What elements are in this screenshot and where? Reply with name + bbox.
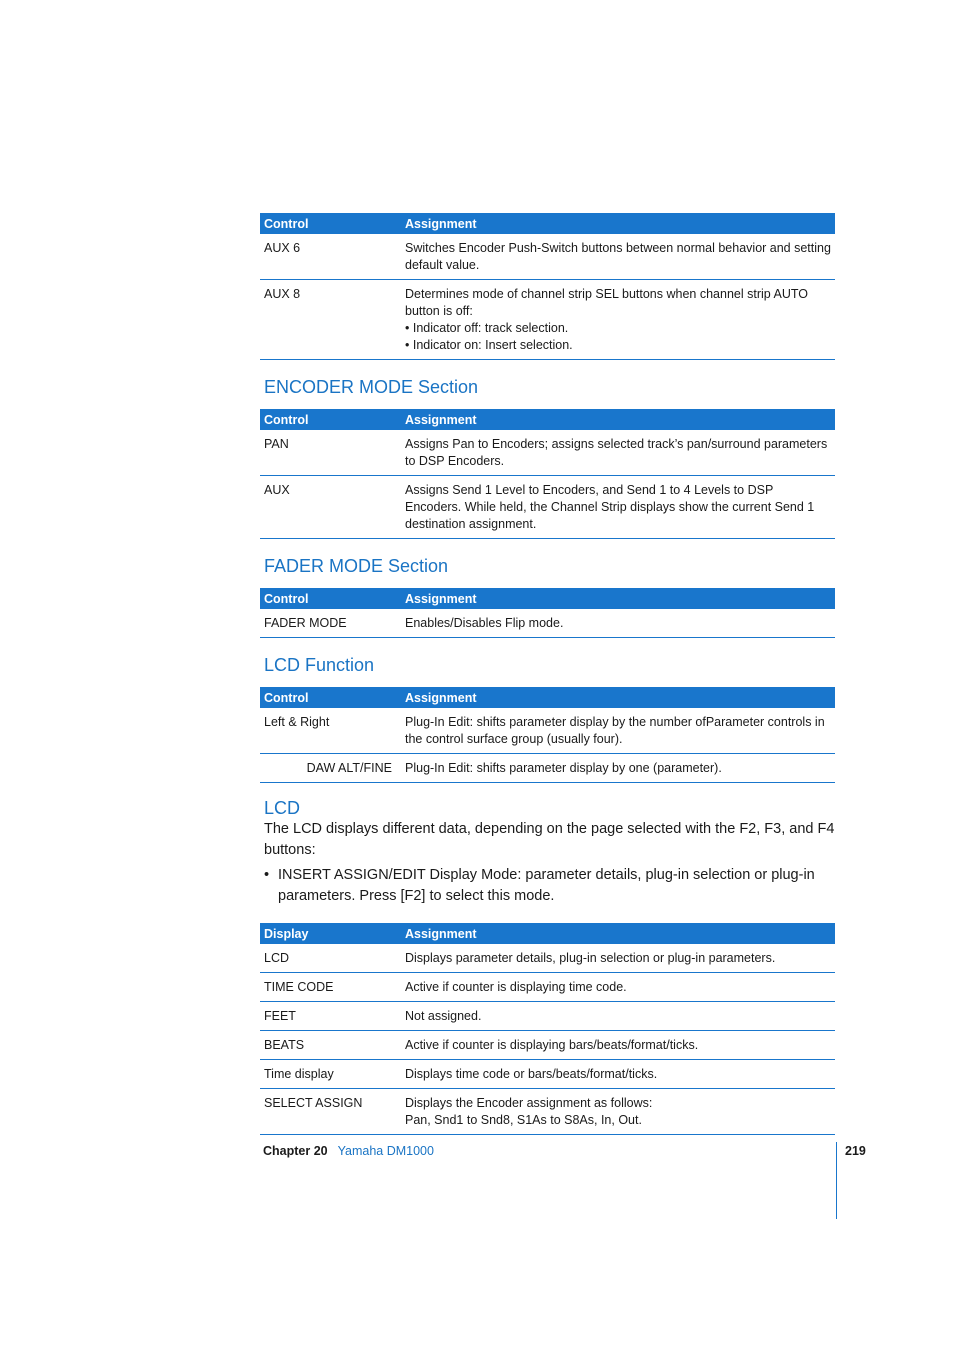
- column-header: Assignment: [401, 588, 835, 609]
- table-row: [260, 1031, 835, 1060]
- column-header: Assignment: [401, 687, 835, 708]
- table-header-row: [260, 687, 835, 708]
- table-header-row: [260, 409, 835, 430]
- aux-table: [260, 213, 835, 360]
- column-header: Control: [260, 588, 401, 609]
- control-cell: FADER MODE: [260, 609, 401, 638]
- assignment-cell: Assigns Pan to Encoders; assigns selected track’s pan/surround parameters to DSP Encoders.: [401, 430, 835, 476]
- lcd-function-table: [260, 687, 835, 783]
- assignment-bullet: • Indicator on: Insert selection.: [405, 338, 573, 352]
- page-number: 219: [845, 1144, 866, 1158]
- assignment-bullet: • Indicator off: track selection.: [405, 321, 569, 335]
- assignment-text: Switches Encoder Push-Switch buttons between normal behavior and setting default value.: [405, 241, 831, 272]
- control-cell: DAW ALT/FINE: [260, 754, 401, 783]
- column-header: Assignment: [401, 409, 835, 430]
- control-cell: Left & Right: [260, 708, 401, 754]
- assignment-cell: Enables/Disables Flip mode.: [401, 609, 835, 638]
- table-row: [260, 973, 835, 1002]
- assignment-text: Displays the Encoder assignment as follows:: [405, 1096, 653, 1110]
- table-row: [260, 1089, 835, 1135]
- assignment-cell: Active if counter is displaying time code.: [401, 973, 835, 1002]
- table-header-row: [260, 588, 835, 609]
- assignment-cell: Plug-In Edit: shifts parameter display by one (parameter).: [401, 754, 835, 783]
- assignment-cell: [401, 1089, 835, 1135]
- control-cell: AUX 6: [260, 234, 401, 280]
- display-cell: FEET: [260, 1002, 401, 1031]
- assignment-cell: Plug-In Edit: shifts parameter display by the number ofParameter controls in the control surface group (usually four).: [401, 708, 835, 754]
- column-header: Control: [260, 687, 401, 708]
- column-header: Assignment: [401, 923, 835, 944]
- fader-mode-table: [260, 588, 835, 638]
- assignment-cell: Assigns Send 1 Level to Encoders, and Send 1 to 4 Levels to DSP Encoders. While held, the Channel Strip displays show the current Send 1 destination assignment.: [401, 476, 835, 539]
- lcd-display-table: [260, 923, 835, 1135]
- table-header-row: [260, 923, 835, 944]
- display-cell: TIME CODE: [260, 973, 401, 1002]
- footer-divider: [836, 1142, 837, 1219]
- assignment-text: Determines mode of channel strip SEL buttons when channel strip AUTO button is off:: [405, 287, 808, 318]
- page-footer: [263, 1144, 434, 1158]
- page-content: [260, 213, 835, 1135]
- assignment-cell: [401, 280, 835, 360]
- display-cell: LCD: [260, 944, 401, 973]
- lcd-intro-paragraph: The LCD displays different data, depending on the page selected with the F2, F3, and F4 buttons:: [264, 821, 835, 858]
- table-row: [260, 1002, 835, 1031]
- display-cell: SELECT ASSIGN: [260, 1089, 401, 1135]
- table-row: [260, 1060, 835, 1089]
- control-cell: PAN: [260, 430, 401, 476]
- column-header: Control: [260, 409, 401, 430]
- table-header-row: [260, 213, 835, 234]
- section-heading-encoder-mode: ENCODER MODE Section: [264, 377, 479, 397]
- footer-chapter: Chapter 20: [263, 1144, 328, 1158]
- display-cell: BEATS: [260, 1031, 401, 1060]
- table-row: [260, 708, 835, 754]
- assignment-cell: Active if counter is displaying bars/beats/format/ticks.: [401, 1031, 835, 1060]
- table-row: [260, 944, 835, 973]
- section-heading-lcd-function: LCD Function: [264, 655, 375, 675]
- control-cell: AUX: [260, 476, 401, 539]
- table-row: [260, 430, 835, 476]
- assignment-cell: Not assigned.: [401, 1002, 835, 1031]
- section-heading-fader-mode: FADER MODE Section: [264, 556, 449, 576]
- table-row: [260, 476, 835, 539]
- table-row: [260, 609, 835, 638]
- table-row: [260, 234, 835, 280]
- list-item: • INSERT ASSIGN/EDIT Display Mode: parameter details, plug-in selection or plug-in parameters. Press [F2] to select this mode.: [264, 865, 835, 907]
- column-header: Control: [260, 213, 401, 234]
- column-header: Display: [260, 923, 401, 944]
- lcd-bullet-list: [264, 865, 835, 907]
- table-row: [260, 280, 835, 360]
- encoder-mode-table: [260, 409, 835, 539]
- assignment-cell: Displays parameter details, plug-in selection or plug-in parameters.: [401, 944, 835, 973]
- control-cell: AUX 8: [260, 280, 401, 360]
- footer-chapter-title: Yamaha DM1000: [337, 1144, 434, 1158]
- display-cell: Time display: [260, 1060, 401, 1089]
- assignment-cell: [401, 234, 835, 280]
- column-header: Assignment: [401, 213, 835, 234]
- assignment-text: Pan, Snd1 to Snd8, S1As to S8As, In, Out.: [405, 1113, 642, 1127]
- assignment-cell: Displays time code or bars/beats/format/ticks.: [401, 1060, 835, 1089]
- table-row: [260, 754, 835, 783]
- section-heading-lcd: LCD: [264, 798, 301, 818]
